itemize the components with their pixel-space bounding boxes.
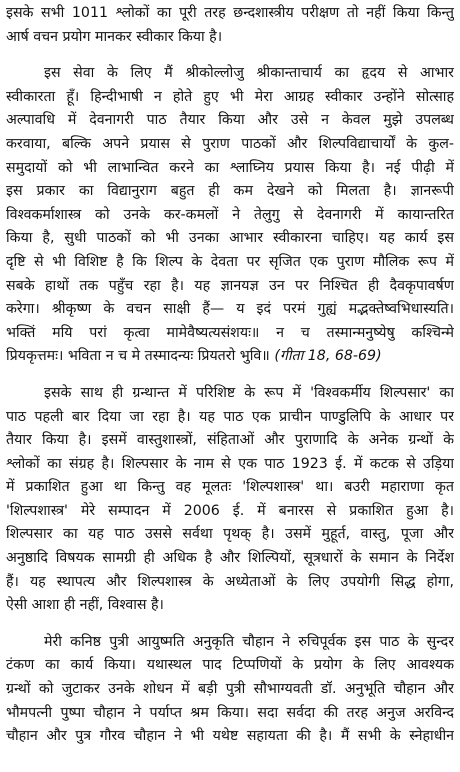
citation: (गीता 18, 68-69) — [274, 348, 382, 365]
text-line: अल्पावधि में देवनागरी पाठ तैयार किया और उसे न केवल मुझे उपलब्ध — [6, 112, 454, 129]
text-line: अनुष्ठादि विषयक सामग्री ही अधिक है और शिल्पियों, सूत्रधारों के समान के निर्देश — [6, 550, 454, 567]
text-line: आर्ष वचन प्रयोग मानकर स्वीकार किया है। — [6, 28, 223, 45]
text-line: 'शिल्पशास्त्र' मेरे सम्पादन में 2006 ई. में बनारस से प्रकाशित हुआ है। — [6, 502, 454, 519]
text-line: तैयार किया है। इसमें वास्तुशास्त्रों, संहिताओं और पुराणादि के अनेक ग्रन्थों के — [6, 432, 454, 449]
text-line: हैं। यह स्थापत्य और शिल्पशास्त्र के अध्येताओं के लिए उपयोगी सिद्ध होगा, — [6, 573, 454, 590]
text-line: इस सेवा के लिए मैं श्रीकोल्लोजु श्रीकान्ताचार्य का हृदय से आभार — [44, 65, 454, 82]
paragraph-2 — [6, 62, 454, 369]
text-line: दृष्टि से भी विशिष्ट है कि शिल्प के देवता पर सृजित एक पुराण मौलिक रूप में — [6, 253, 454, 270]
text-line: विश्वकर्माशास्त्र को उनके कर-कमलों ने तेलुगु से देवनागरी में कायान्तरित — [6, 206, 454, 223]
text-line: चौहान और पुत्र गौरव चौहान ने भी यथेष्ट सहायता की है। मैं सभी के स्नेहाधीन — [6, 728, 454, 745]
text-line: श्लोकों का संग्रह है। शिल्पसार के नाम से एक पाठ 1923 ई. में कटक से उड़िया — [6, 455, 454, 472]
text-line: ऐसी आशा ही नहीं, विश्वास है। — [6, 597, 164, 614]
text-line: समुदायों को भी लाभान्वित करने का श्लाघ्निय प्रयास किया है। नई पीढ़ी में — [6, 159, 454, 176]
text-line: भक्तिं मयि परां कृत्वा मामेवैष्यत्यसंशयः॥ न च तस्मान्मनुष्येषु कश्चिन्मे — [6, 324, 454, 341]
text-line: शिल्पसार का यह पाठ उससे सर्वथा पृथक् है। उसमें मुहूर्त, वास्तु, पूजा और — [6, 526, 454, 543]
text-line-with-citation — [6, 345, 454, 369]
text-line: करेगा। श्रीकृष्ण के वचन साक्षी हैं— य इदं परमं गुह्यं मद्भक्तेष्वभिधास्यति। — [6, 301, 454, 318]
text-line: इसके साथ ही ग्रन्थान्त में परिशिष्ट के रूप में 'विश्वकर्मीय शिल्पसार' का — [44, 384, 454, 401]
text-line: पाठ पहली बार दिया जा रहा है। यह पाठ एक प्राचीन पाण्डुलिपि के आधार पर — [6, 408, 454, 425]
text-line: मेरी कनिष्ठ पुत्री आयुष्मति अनुकृति चौहान ने रुचिपूर्वक इस पाठ के सुन्दर — [44, 633, 454, 650]
text-line: टंकण का कार्य किया। यथास्थल पाद टिप्पणियों के प्रयोग के लिए आवश्यक — [6, 657, 454, 674]
paragraph-3 — [6, 382, 454, 618]
text-line: में प्रकाशित हुआ था किन्तु वह मूलतः 'शिल्पशास्त्र' था। बउरी महाराणा कृत — [6, 479, 454, 496]
paragraph-4 — [6, 631, 454, 749]
text-line: सबके हाथों तक पहुँच रहा है। यह ज्ञानयज्ञ उन पर निश्चित ही दैवकृपावर्षण — [6, 277, 454, 294]
text-line: इसके सभी 1011 श्लोकों का पूरी तरह छन्दशास्त्रीय परीक्षण तो नहीं किया किन्तु — [6, 5, 454, 21]
text-line: करवाया, बल्कि अपने प्रयास से पुराण पाठकों और शिल्पविद्याचार्यों के कुल- — [6, 135, 454, 152]
paragraph-1 — [6, 2, 454, 49]
text-line: भौमपत्नी पुष्पा चौहान ने पर्याप्त श्रम किया। सदा सर्वदा की तरह अनुज अरविन्द — [6, 704, 454, 721]
text-line: स्वीकारता हूँ। हिन्दीभाषी न होते हुए भी मेरा आग्रह स्वीकार उन्होंने सोत्साह — [6, 88, 454, 105]
text-line: ग्रन्थों को जुटाकर उनके शोधन में बड़ी पुत्री सौभाग्यवती डॉ. अनुभूति चौहान और — [6, 681, 454, 698]
verse-text: प्रियकृत्तमः। भविता न च मे तस्मादन्यः प्रियतरो भुवि॥ — [6, 348, 270, 365]
text-line: इस प्रकार का विद्यानुराग बहुत ही कम देखने को मिलता है। ज्ञानरूपी — [6, 183, 454, 200]
text-line: किया है, सुधी पाठकों को भी उनका आभार स्वीकारना चाहिए। यह कार्य इस — [6, 230, 454, 247]
